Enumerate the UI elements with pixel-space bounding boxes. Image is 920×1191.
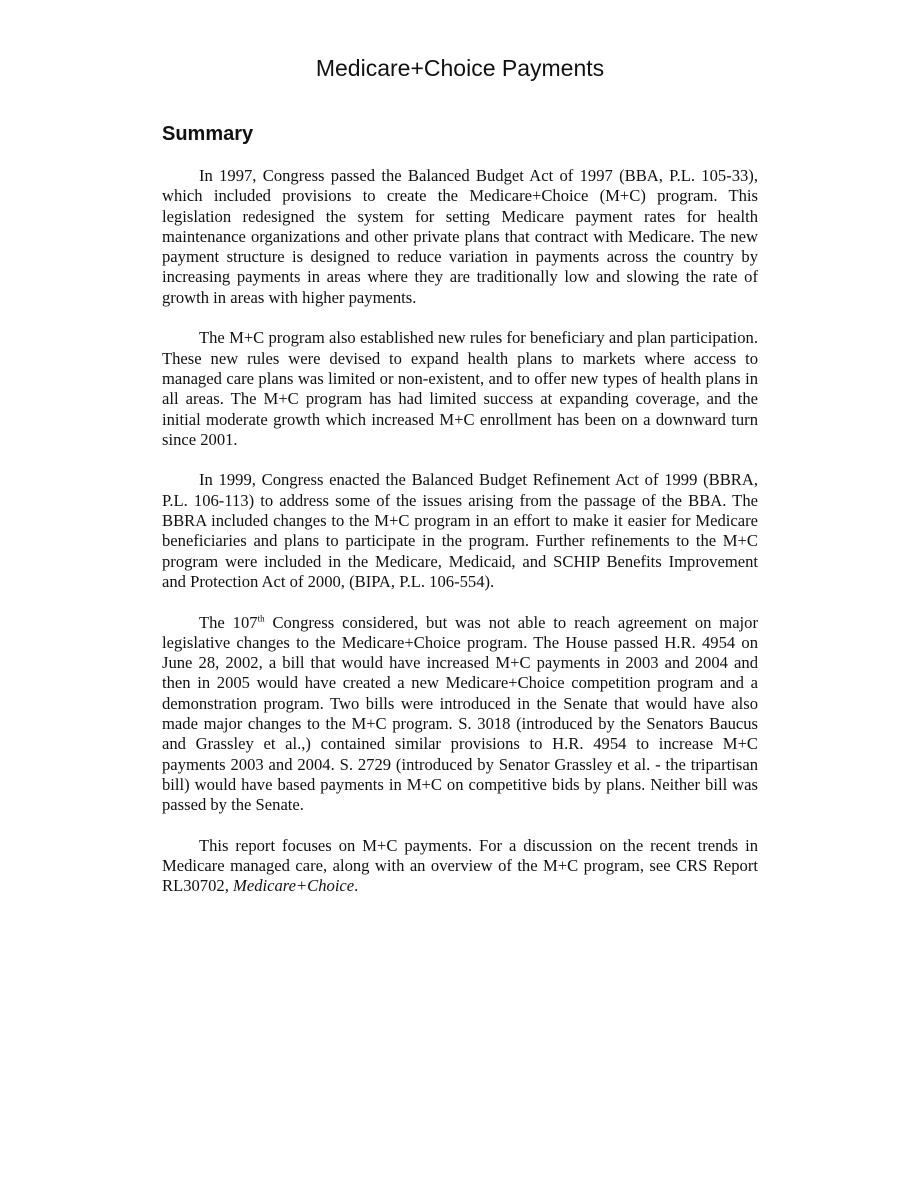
paragraph-participation-rules: The M+C program also established new rules for beneficiary and plan participation. These new rules were devised to expand health plans to markets where access to managed care plans was limited or non-existent, and to offer new types of health plans in all areas. The M+C program has had limited success at expanding coverage, and the initial moderate growth which increased M+C enrollment has been on a downward turn since 2001. <box>162 328 758 449</box>
report-title-italic: Medicare+Choice <box>233 876 355 896</box>
paragraph-107th-congress <box>162 613 758 816</box>
paragraph-bba-1997: In 1997, Congress passed the Balanced Budget Act of 1997 (BBA, P.L. 105-33), which included provisions to create the Medicare+Choice (M+C) program. This legislation redesigned the system for setting Medicare payment rates for health maintenance organizations and other private plans that contract with Medicare. The new payment structure is designed to reduce variation in payments across the country by increasing payments in areas where they are traditionally low and slowing the rate of growth in areas with higher payments. <box>162 166 758 307</box>
paragraph-bbra-1999: In 1999, Congress enacted the Balanced Budget Refinement Act of 1999 (BBRA, P.L. 106-113) to address some of the issues arising from the passage of the BBA. The BBRA included changes to the M+C program in an effort to make it easier for Medicare beneficiaries and plans to participate in the program. Further refinements to the M+C program were included in the Medicare, Medicaid, and SCHIP Benefits Improvement and Protection Act of 2000, (BIPA, P.L. 106-554). <box>162 470 758 591</box>
paragraph-end: . <box>354 876 359 896</box>
paragraph-report-focus <box>162 836 758 897</box>
summary-body <box>162 166 758 917</box>
section-heading-summary: Summary <box>162 123 254 145</box>
paragraph-rest: Congress considered, but was not able to reach agreement on major legislative changes to the Medicare+Choice program. The House passed H.R. 4954 on June 28, 2002, a bill that would have increased M+C payments in 2003 and 2004 and then in 2005 would have created a new Medicare+Choice competition program and a demonstration program. Two bills were introduced in the Senate that would have also made major changes to the M+C program. S. 3018 (introduced by the Senators Baucus and Grassley et al.,) contained similar provisions to H.R. 4954 to increase M+C payments 2003 and 2004. S. 2729 (introduced by Senator Grassley et al. - the tripartisan bill) would have based payments in M+C on competitive bids by plans. Neither bill was passed by the Senate. <box>162 612 758 815</box>
paragraph-lead: The 107 <box>199 612 258 632</box>
paragraph-text: This report focuses on M+C payments. For a discussion on the recent trends in Medicare managed care, along with an overview of the M+C program, see CRS Report RL30702, <box>162 835 758 896</box>
document-title: Medicare+Choice Payments <box>315 55 605 81</box>
ordinal-superscript: th <box>257 613 265 623</box>
